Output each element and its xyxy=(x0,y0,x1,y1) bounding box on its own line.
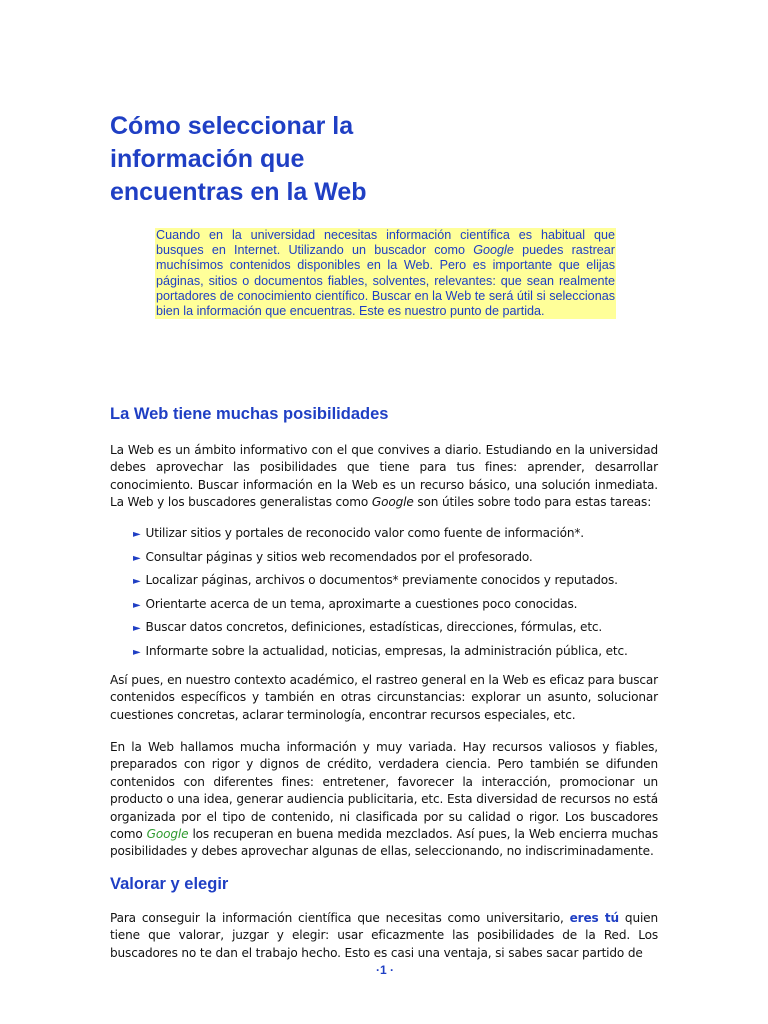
tasks-bullet-list xyxy=(133,525,663,666)
bullet-text: Informarte sobre la actualidad, noticias, empresas, la administración pública, etc. xyxy=(145,643,628,658)
section1-paragraph-1 xyxy=(110,442,658,512)
document-title xyxy=(110,110,510,209)
triangle-bullet-icon: ► xyxy=(133,576,141,587)
bullet-text: Buscar datos concretos, definiciones, estadísticas, direcciones, fórmulas, etc. xyxy=(145,620,603,634)
intro-text-end: puedes rastrear muchísimos contenidos disponibles en la Web. Pero es importante que elijas páginas, sitios o documentos fiables, solventes, relevantes: que sean realmente portadores de conocimiento científico. Buscar en la Web te será útil si seleccionas bien la información que encuentras. Este es nuestro punto de partida. xyxy=(156,243,615,319)
section2-paragraph-1 xyxy=(110,910,658,962)
intro-highlight-box xyxy=(155,228,616,319)
title-line-3: encuentras en la Web xyxy=(110,178,367,206)
section1-paragraph-2: Así pues, en nuestro contexto académico, el rastreo general en la Web es eficaz para buscar contenidos específicos y también en otras circunstancias: explorar un asunto, solucionar cuestiones concretas, aclarar terminología, encontrar recursos especiales, etc. xyxy=(110,673,658,722)
section-heading-web-possibilities: La Web tiene muchas posibilidades xyxy=(110,405,389,423)
triangle-bullet-icon: ► xyxy=(133,552,141,564)
bullet-text: Orientarte acerca de un tema, aproximarte a cuestiones poco conocidas. xyxy=(145,596,578,611)
page-number: ·1 · xyxy=(376,963,394,977)
para1-text-end: son útiles sobre todo para estas tareas: xyxy=(413,495,652,510)
bullet-item xyxy=(133,619,663,643)
triangle-bullet-icon: ► xyxy=(133,646,141,658)
bullet-item xyxy=(133,525,663,549)
bullet-item xyxy=(133,596,663,620)
triangle-bullet-icon: ► xyxy=(133,529,141,540)
para3-google-term: Google xyxy=(146,827,189,842)
section2-text-end: quien tiene que valorar, juzgar y elegir: usar eficazmente las posibilidades de la Red. Los buscadores no te dan el trabajo hecho. Esto es casi una ventaja, si sabes sacar partido de xyxy=(110,911,658,960)
para1-text-start: La Web es un ámbito informativo con el que convives a diario. Estudiando en la universidad debes aprovechar las posibilidades que tiene para tus fines: aprender, desarrollar conocimiento. Buscar información en la Web es un recurso básico, una solución inmediata. La Web y los buscadores generalistas como xyxy=(110,443,658,510)
section-heading-evaluate-choose: Valorar y elegir xyxy=(110,875,229,893)
section1-paragraph-3 xyxy=(110,739,658,861)
bullet-item xyxy=(133,643,663,667)
bullet-item xyxy=(133,549,663,573)
bullet-text: Utilizar sitios y portales de reconocido valor como fuente de información*. xyxy=(145,526,584,540)
triangle-bullet-icon: ► xyxy=(133,599,141,611)
bullet-item xyxy=(133,572,663,596)
bullet-text: Localizar páginas, archivos o documentos* previamente conocidos y reputados. xyxy=(145,573,618,587)
section2-text-start: Para conseguir la información científica que necesitas como universitario, xyxy=(110,911,570,925)
para3-text-end: los recuperan en buena medida mezclados. Así pues, la Web encierra muchas posibilidades y debes aprovechar algunas de ellas, seleccionando, no indiscriminadamente. xyxy=(110,827,658,859)
intro-google-term: Google xyxy=(473,243,514,258)
para1-google-term: Google xyxy=(371,495,414,510)
triangle-bullet-icon: ► xyxy=(133,623,141,634)
bullet-text: Consultar páginas y sitios web recomendados por el profesorado. xyxy=(145,549,533,564)
title-line-1: Cómo seleccionar la xyxy=(110,112,354,140)
intro-text-start: Cuando en la universidad necesitas información científica es habitual que busques en Internet. Utilizando un buscador como xyxy=(156,228,615,258)
para3-text-start: En la Web hallamos mucha información y muy variada. Hay recursos valiosos y fiables, preparados con rigor y dignos de crédito, verdadera ciencia. Pero también se difunden contenidos con diferentes fines: entretener, favorecer la interacción, promocionar un producto o una idea, generar audiencia publicitaria, etc. Esta diversidad de recursos no está organizada por el tipo de contenido, ni clasificada por su calidad o rigor. Los buscadores como xyxy=(110,740,658,842)
title-line-2: información que xyxy=(110,145,305,173)
section2-emphasis: eres tú xyxy=(569,911,619,925)
